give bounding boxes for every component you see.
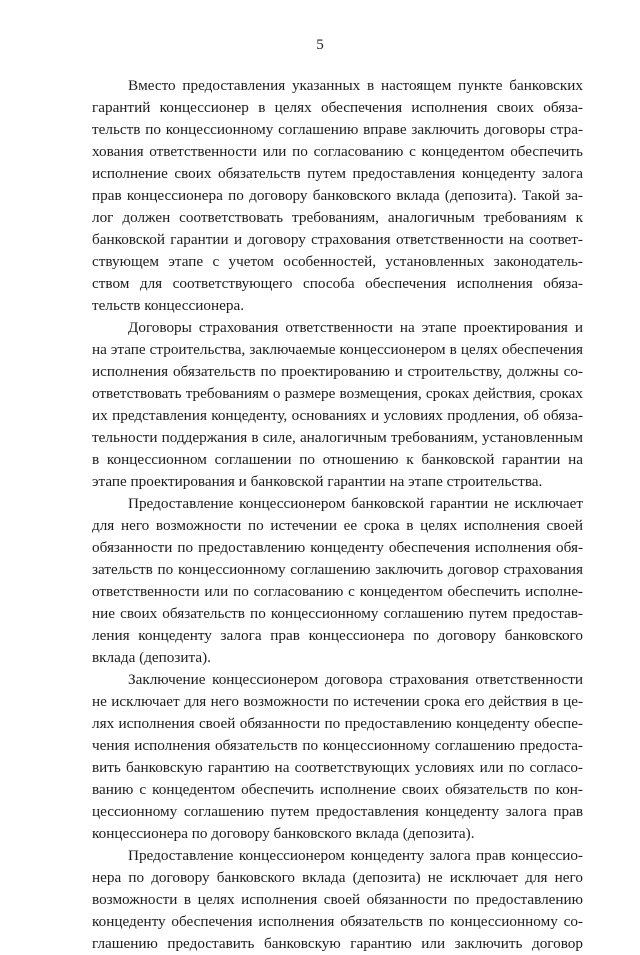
text-line: в концессионном соглашении по отношению к банковской гарантии на [92, 451, 583, 468]
text-line: лог должен соответствовать требованиям, аналогичным требованиям к [92, 209, 583, 226]
paragraph-3 [92, 493, 583, 669]
paragraph-1 [92, 75, 583, 317]
text-line: ванию с концедентом обеспечить исполнение своих обязательств по кон- [92, 781, 583, 798]
body-text [92, 75, 583, 955]
text-line: Договоры страхования ответственности на этапе проектирования и [128, 319, 583, 336]
text-line: концеденту обеспечения исполнения обязательств по концессионному со- [92, 913, 583, 930]
text-line: обязанности по предоставлению концеденту обеспечения исполнения обя- [92, 539, 583, 556]
text-line: банковской гарантии и договору страхования ответственности на соответ- [92, 231, 583, 248]
text-line: этапе проектирования и банковской гарантии на этапе строительства. [92, 473, 543, 490]
text-line: зательств по концессионному соглашению заключить договор страхования [92, 561, 583, 578]
text-line: ответствовать требованиям о размере возмещения, сроках действия, сроках [92, 385, 583, 402]
text-line: Предоставление концессионером концеденту залога прав концессио- [128, 847, 583, 864]
text-line: Заключение концессионером договора страхования ответственности [128, 671, 583, 688]
page-number: 5 [316, 37, 324, 53]
text-line: тельств концессионера. [92, 297, 245, 314]
text-line: глашению предоставить банковскую гарантию или заключить договор [92, 935, 583, 952]
text-line: хования ответственности или по согласованию с концедентом обеспечить [92, 143, 583, 160]
text-line: ством для соответствующего способа обеспечения исполнения обяза- [92, 275, 583, 292]
text-line: ления концеденту залога прав концессионера по договору банковского [92, 627, 583, 644]
text-line: гарантий концессионер в целях обеспечения исполнения своих обяза- [92, 99, 583, 116]
text-line: вклада (депозита). [92, 649, 211, 666]
text-line: Вместо предоставления указанных в настоящем пункте банковских [128, 77, 583, 94]
text-line: прав концессионера по договору банковского вклада (депозита). Такой за- [92, 187, 583, 204]
text-line: ствующем этапе с учетом особенностей, установленных законодатель- [92, 253, 583, 270]
text-line: вить банковскую гарантию на соответствующих условиях или по согласо- [92, 759, 583, 776]
text-line: ответственности или по согласованию с концедентом обеспечить исполне- [92, 583, 583, 600]
text-line: не исключает для него возможности по истечении срока его действия в це- [92, 693, 583, 710]
paragraph-4 [92, 669, 583, 845]
text-line: Предоставление концессионером банковской гарантии не исключает [128, 495, 583, 512]
text-line: концессионера по договору банковского вклада (депозита). [92, 825, 475, 842]
text-line: ние своих обязательств по концессионному соглашению путем предостав- [92, 605, 583, 622]
text-line: цессионному соглашению путем предоставления концеденту залога прав [92, 803, 583, 820]
text-line: чения исполнения обязательств по концессионному соглашению предоста- [92, 737, 583, 754]
text-line: нера по договору банковского вклада (депозита) не исключает для него [92, 869, 583, 886]
text-line: исполнения обязательств по проектированию и строительству, должны со- [92, 363, 583, 380]
text-line: тельности поддержания в силе, аналогичным требованиям, установленным [92, 429, 583, 446]
text-line: на этапе строительства, заключаемые концессионером в целях обеспечения [92, 341, 583, 358]
text-line: возможности в целях исполнения своей обязанности по предоставлению [92, 891, 583, 908]
text-line: тельств по концессионному соглашению вправе заключить договоры стра- [92, 121, 583, 138]
paragraph-2 [92, 317, 583, 493]
text-line: лях исполнения своей обязанности по предоставлению концеденту обеспе- [92, 715, 583, 732]
text-line: их представления концеденту, основаниях и условиях продления, об обяза- [92, 407, 583, 424]
paragraph-5 [92, 845, 583, 955]
text-line: исполнение своих обязательств путем предоставления концеденту залога [92, 165, 583, 182]
text-line: для него возможности по истечении ее срока в целях исполнения своей [92, 517, 583, 534]
